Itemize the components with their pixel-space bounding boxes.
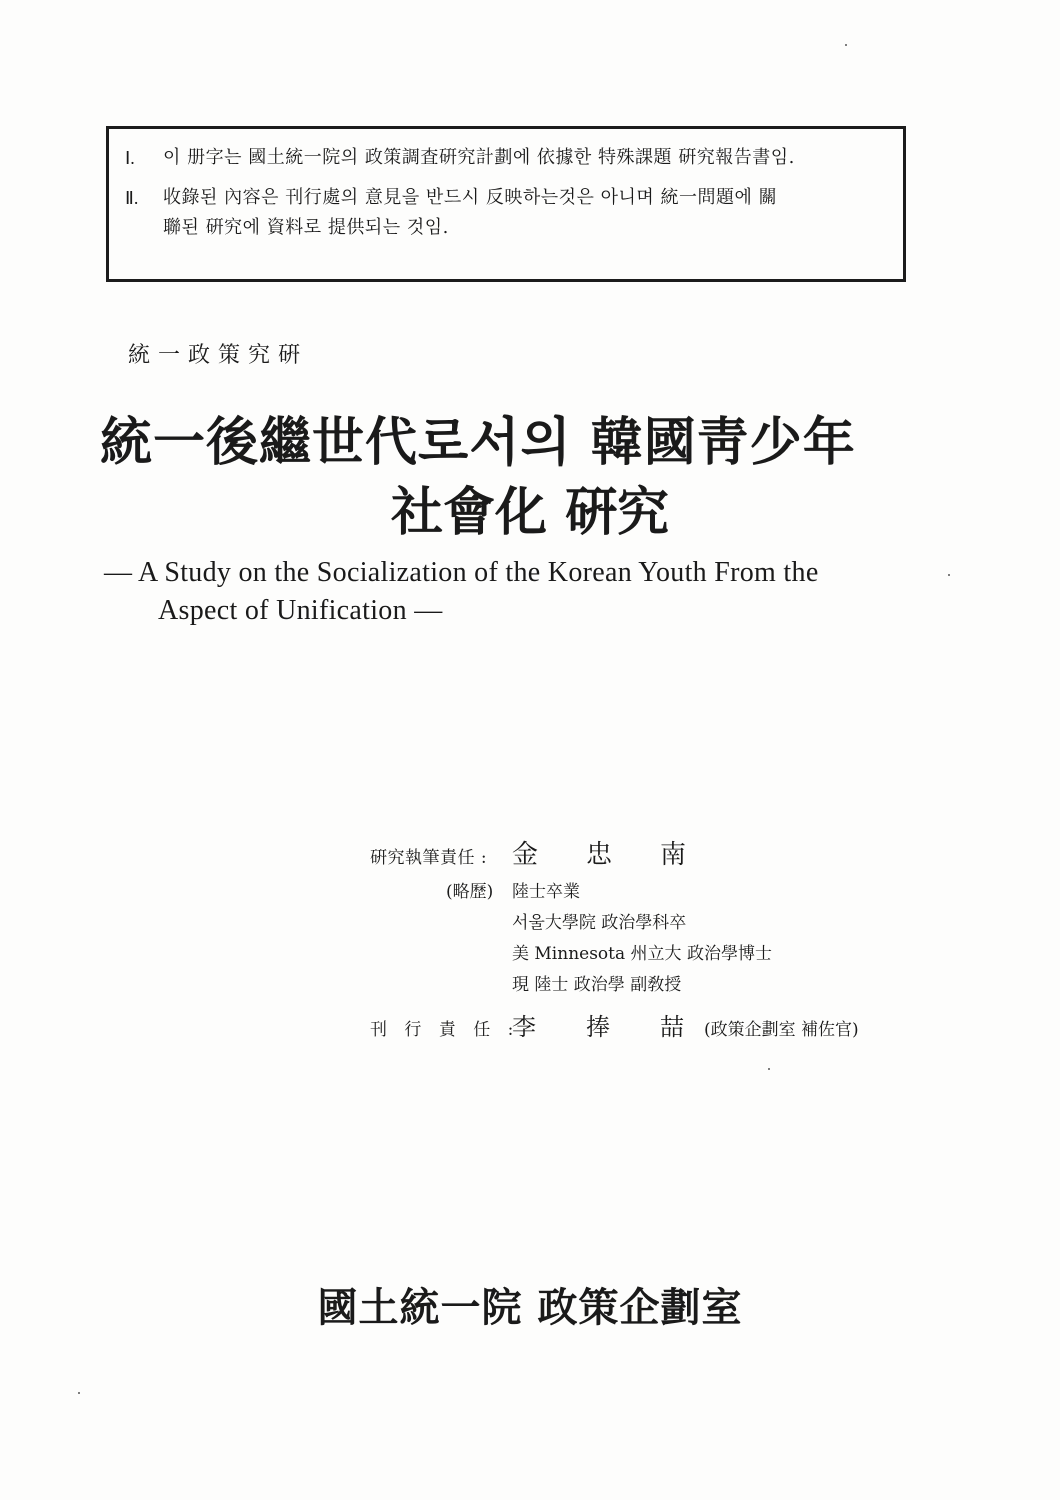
scan-speck [768,1068,770,1070]
bio-row-3 [370,939,859,970]
notice-item-1 [125,147,889,169]
notice-item-2-mark: Ⅱ. [125,188,139,208]
publisher-label: 刊 行 責 任 : [370,1020,520,1040]
credits-block [370,834,859,1042]
notice-item-2 [125,187,889,209]
english-subtitle-line-2: Aspect of Unification — [158,595,443,626]
publisher-row [370,1007,859,1042]
bio-item: 서울大學院 政治學科卒 [512,913,687,933]
scan-speck [845,44,847,46]
author-label: 硏究執筆責任 : [370,848,488,868]
title-line-2: 社會化 硏究 [390,482,670,543]
publisher-name: 李捧喆 [512,1013,734,1041]
notice-item-1-text: 이 册字는 國土統一院의 政策調査硏究計劃에 依據한 特殊課題 硏究報告書임. [163,147,795,168]
bio-label: (略歷) [446,882,494,902]
bio-item: 現 陸士 政治學 副敎授 [512,975,682,995]
scan-speck [948,574,950,576]
bio-item: 美 Minnesota 州立大 政治學博士 [512,944,772,964]
author-bio [370,877,859,1001]
bio-item: 陸士卒業 [512,882,580,902]
publisher-title: (政策企劃室 補佐官) [704,1020,859,1040]
title-line-1: 統一後繼世代로서의 韓國靑少年 [100,412,856,473]
english-subtitle [104,554,819,630]
notice-item-2-continuation: 聯된 硏究에 資料로 提供되는 것임. [163,217,449,238]
bio-row-4 [370,970,859,1001]
series-label: 統一政策究硏 [128,343,309,368]
notice-item-1-mark: Ⅰ. [125,148,135,168]
notice-item-2-text: 收錄된 內容은 刊行處의 意見을 반드시 反映하는것은 아니며 統一問題에 關 [163,187,778,208]
bio-row-1 [370,877,859,908]
english-subtitle-line-1: — A Study on the Socialization of the Korean Youth From the [104,557,819,588]
notice-box [106,126,906,282]
publisher-footer: 國土統一院 政策企劃室 [317,1284,743,1331]
bio-row-2 [370,908,859,939]
author-row [370,834,859,871]
author-name: 金忠南 [512,840,735,870]
scan-speck [78,1392,80,1394]
